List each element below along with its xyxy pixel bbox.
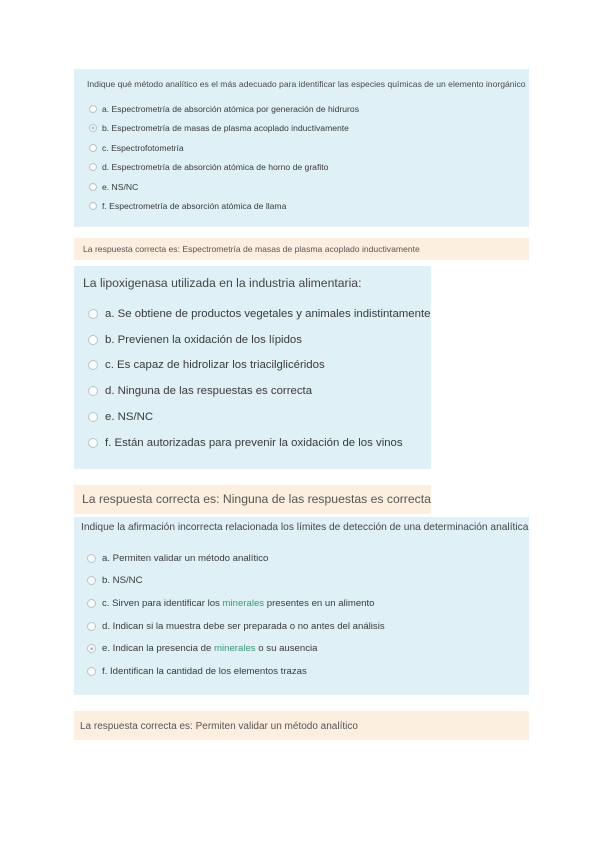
option-label: e. NS/NC <box>105 411 154 424</box>
radio-icon[interactable] <box>88 309 98 319</box>
q3-option-e[interactable] <box>81 637 529 660</box>
question-2-correct-answer: La respuesta correcta es: Ninguna de las respuestas es correcta <box>74 485 431 514</box>
question-1-correct-answer: La respuesta correcta es: Espectrometría de masas de plasma acoplado inductivamente <box>74 238 529 260</box>
q3-option-a[interactable] <box>81 547 529 570</box>
radio-icon[interactable] <box>89 105 97 113</box>
q3-option-c[interactable] <box>81 592 529 615</box>
option-label: a. Permiten validar un método analítico <box>102 552 269 564</box>
question-3-correct-answer: La respuesta correcta es: Permiten validar un método analítico <box>74 711 529 740</box>
radio-icon[interactable] <box>87 622 96 631</box>
highlighted-term: minerales <box>214 643 256 655</box>
option-label: c. Espectrofotometría <box>102 142 184 153</box>
q2-option-c[interactable] <box>83 353 431 379</box>
q2-option-b[interactable] <box>83 327 431 353</box>
option-label <box>102 598 375 609</box>
q1-option-b[interactable] <box>87 119 529 139</box>
radio-icon[interactable] <box>87 576 96 585</box>
q1-option-c[interactable] <box>87 138 529 158</box>
question-3-card <box>74 517 529 695</box>
radio-icon[interactable] <box>88 386 98 396</box>
option-label: b. Previenen la oxidación de los lípidos <box>105 333 302 346</box>
question-2-card <box>74 266 431 469</box>
radio-checked-icon[interactable] <box>89 124 97 132</box>
option-label <box>102 643 317 654</box>
option-label-end: presentes en un alimento <box>264 597 375 609</box>
q1-option-a[interactable] <box>87 99 529 119</box>
q3-option-d[interactable] <box>81 615 529 638</box>
radio-icon[interactable] <box>88 412 98 422</box>
radio-icon[interactable] <box>87 667 96 676</box>
radio-icon[interactable] <box>89 144 97 152</box>
q1-option-f[interactable] <box>87 197 529 217</box>
radio-icon[interactable] <box>87 554 96 563</box>
option-label-end: o su ausencia <box>255 643 318 655</box>
radio-icon[interactable] <box>89 183 97 191</box>
option-label: e. NS/NC <box>102 181 139 192</box>
option-label: f. Espectrometría de absorción atómica de llama <box>102 201 287 212</box>
radio-checked-icon[interactable] <box>87 644 96 653</box>
q2-option-f[interactable] <box>83 430 431 456</box>
option-label: d. Espectrometría de absorción atómica de horno de grafito <box>102 162 329 173</box>
question-1-card <box>74 69 529 227</box>
question-1-prompt: Indique qué método analítico es el más adecuado para identificar las especies químicas de un elemento inorgánico <box>87 79 526 89</box>
q3-option-b[interactable] <box>81 570 529 593</box>
option-label: b. Espectrometría de masas de plasma acoplado inductivamente <box>102 123 349 134</box>
radio-icon[interactable] <box>89 163 97 171</box>
q2-option-e[interactable] <box>83 404 431 430</box>
q2-option-a[interactable] <box>83 301 431 327</box>
radio-icon[interactable] <box>89 202 97 210</box>
option-label: a. Espectrometría de absorción atómica por generación de hidruros <box>102 103 359 114</box>
q1-option-d[interactable] <box>87 158 529 178</box>
option-label: c. Es capaz de hidrolizar los triacilglicéridos <box>105 359 325 372</box>
option-label: f. Identifican la cantidad de los elementos trazas <box>102 665 307 677</box>
option-label: d. Ninguna de las respuestas es correcta <box>105 385 313 398</box>
radio-icon[interactable] <box>87 599 96 608</box>
question-3-prompt: Indique la afirmación incorrecta relacionada los límites de detección de una determinación analítica <box>81 522 529 533</box>
q1-option-e[interactable] <box>87 177 529 197</box>
radio-icon[interactable] <box>88 360 98 370</box>
option-label: b. NS/NC <box>102 575 143 587</box>
question-2-prompt: La lipoxigenasa utilizada en la industria alimentaria: <box>83 276 362 290</box>
highlighted-term: minerales <box>222 597 265 609</box>
option-label-start: e. Indican la presencia de <box>102 643 215 655</box>
option-label: d. Indican si la muestra debe ser preparada o no antes del análisis <box>102 620 385 632</box>
radio-icon[interactable] <box>88 335 98 345</box>
q3-option-f[interactable] <box>81 660 529 683</box>
option-label: f. Están autorizadas para prevenir la oxidación de los vinos <box>105 436 403 449</box>
q2-option-d[interactable] <box>83 378 431 404</box>
radio-icon[interactable] <box>88 438 98 448</box>
option-label: a. Se obtiene de productos vegetales y animales indistintamente <box>105 307 431 320</box>
option-label-start: c. Sirven para identificar los <box>102 597 223 609</box>
